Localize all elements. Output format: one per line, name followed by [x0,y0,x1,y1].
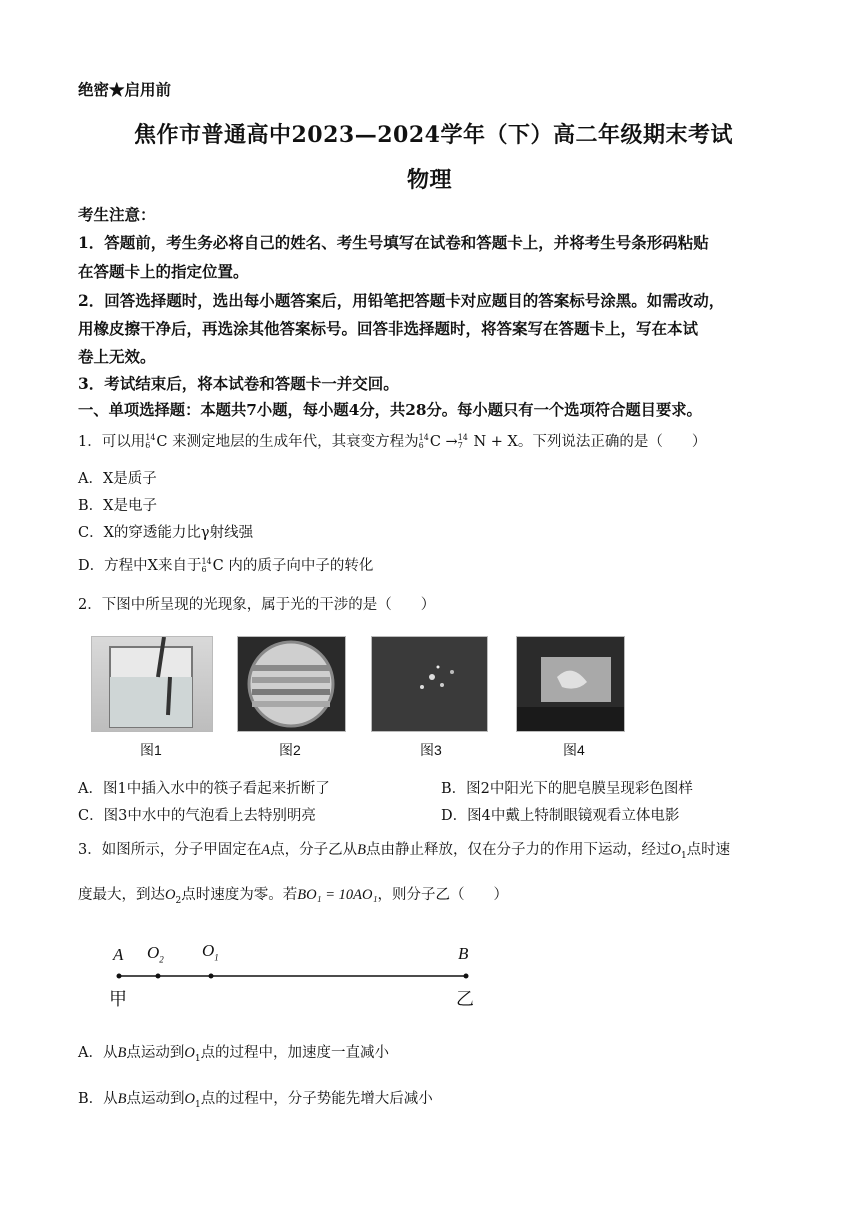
diagram-label-b: B [458,944,469,963]
q2-option-a: A．图1中插入水中的筷子看起来折断了 [78,781,330,797]
q2-option-c: C．图3中水中的气泡看上去特别明亮 [78,808,316,824]
diagram-label-o2: $O_2$ [147,943,164,965]
q1-option-b: B．X是电子 [78,498,157,514]
figure2-image [237,636,346,732]
notice-item1-line1: 1．答题前，考生务必将自己的姓名、考生号填写在试卷和答题卡上，并将考生号条形码粘贴 [78,233,709,252]
notice-item2-line3: 卷上无效。 [78,347,156,366]
q3-stem-line1: 3．如图所示，分子甲固定在A点，分子乙从B点由静止释放，仅在分子力的作用下运动，经过$O_1$点时速 [78,842,731,861]
diagram-label-jia: 甲 [109,989,127,1010]
figure3-image [371,636,488,732]
q1-option-c: C．X的穿透能力比γ射线强 [78,525,254,541]
q3-stem-line2: 度最大，到达$O_2$点时速度为零。若BO₁ = 10AO₁，则分子乙（ ） [78,887,508,906]
q3-diagram [100,940,500,1015]
subject-title: 物理 [407,167,453,193]
figure2-caption: 图2 [279,742,301,758]
section1-heading: 一、单项选择题：本题共7小题，每小题4分，共28分。每小题只有一个选项符合题目要求。 [78,401,702,419]
diagram-label-a: A [113,945,124,964]
q3-option-a: A．从B点运动到$O_1$点的过程中，加速度一直减小 [78,1045,390,1064]
point-o2 [156,974,161,979]
figure3-caption: 图3 [420,742,442,758]
point-a [117,974,122,979]
diagram-label-o1: $O_1$ [202,941,219,963]
notice-item1-line2: 在答题卡上的指定位置。 [78,262,249,281]
figure4-image [516,636,625,732]
figure4-caption: 图4 [563,742,585,758]
notice-item3: 3．考试结束后，将本试卷和答题卡一并交回。 [78,374,399,393]
notice-item2-line2: 用橡皮擦干净后，再选涂其他答案标号。回答非选择题时，将答案写在答题卡上，写在本试 [78,319,699,338]
q2-option-b: B．图2中阳光下的肥皂膜呈现彩色图样 [441,781,693,797]
figure1-caption: 图1 [140,742,162,758]
q1-option-a: A．X是质子 [78,471,157,487]
point-b [464,974,469,979]
q1-stem: 1．可以用 14 6 C 来测定地层的生成年代，其衰变方程为 14 6 C → 14 7 N + X。下列说法正确的是（ ） [78,433,707,450]
exam-title: 焦作市普通高中2023—2024学年（下）高二年级期末考试 [134,122,733,148]
notice-item2-line1: 2．回答选择题时，选出每小题答案后，用铅笔把答题卡对应题目的答案标号涂黑。如需改动， [78,291,725,310]
notice-heading: 考生注意： [78,205,156,224]
point-o1 [209,974,214,979]
q3-option-b: B．从B点运动到$O_1$点的过程中，分子势能先增大后减小 [78,1091,433,1110]
q2-stem: 2．下图中所呈现的光现象，属于光的干涉的是（ ） [78,597,436,613]
q2-option-d: D．图4中戴上特制眼镜观看立体电影 [441,808,680,824]
diagram-label-yi: 乙 [456,989,474,1010]
q1-option-d: D．方程中X来自于 14 6 C 内的质子向中子的转化 [78,557,374,574]
secret-label: 绝密★启用前 [78,80,172,99]
figure1-image [91,636,213,732]
